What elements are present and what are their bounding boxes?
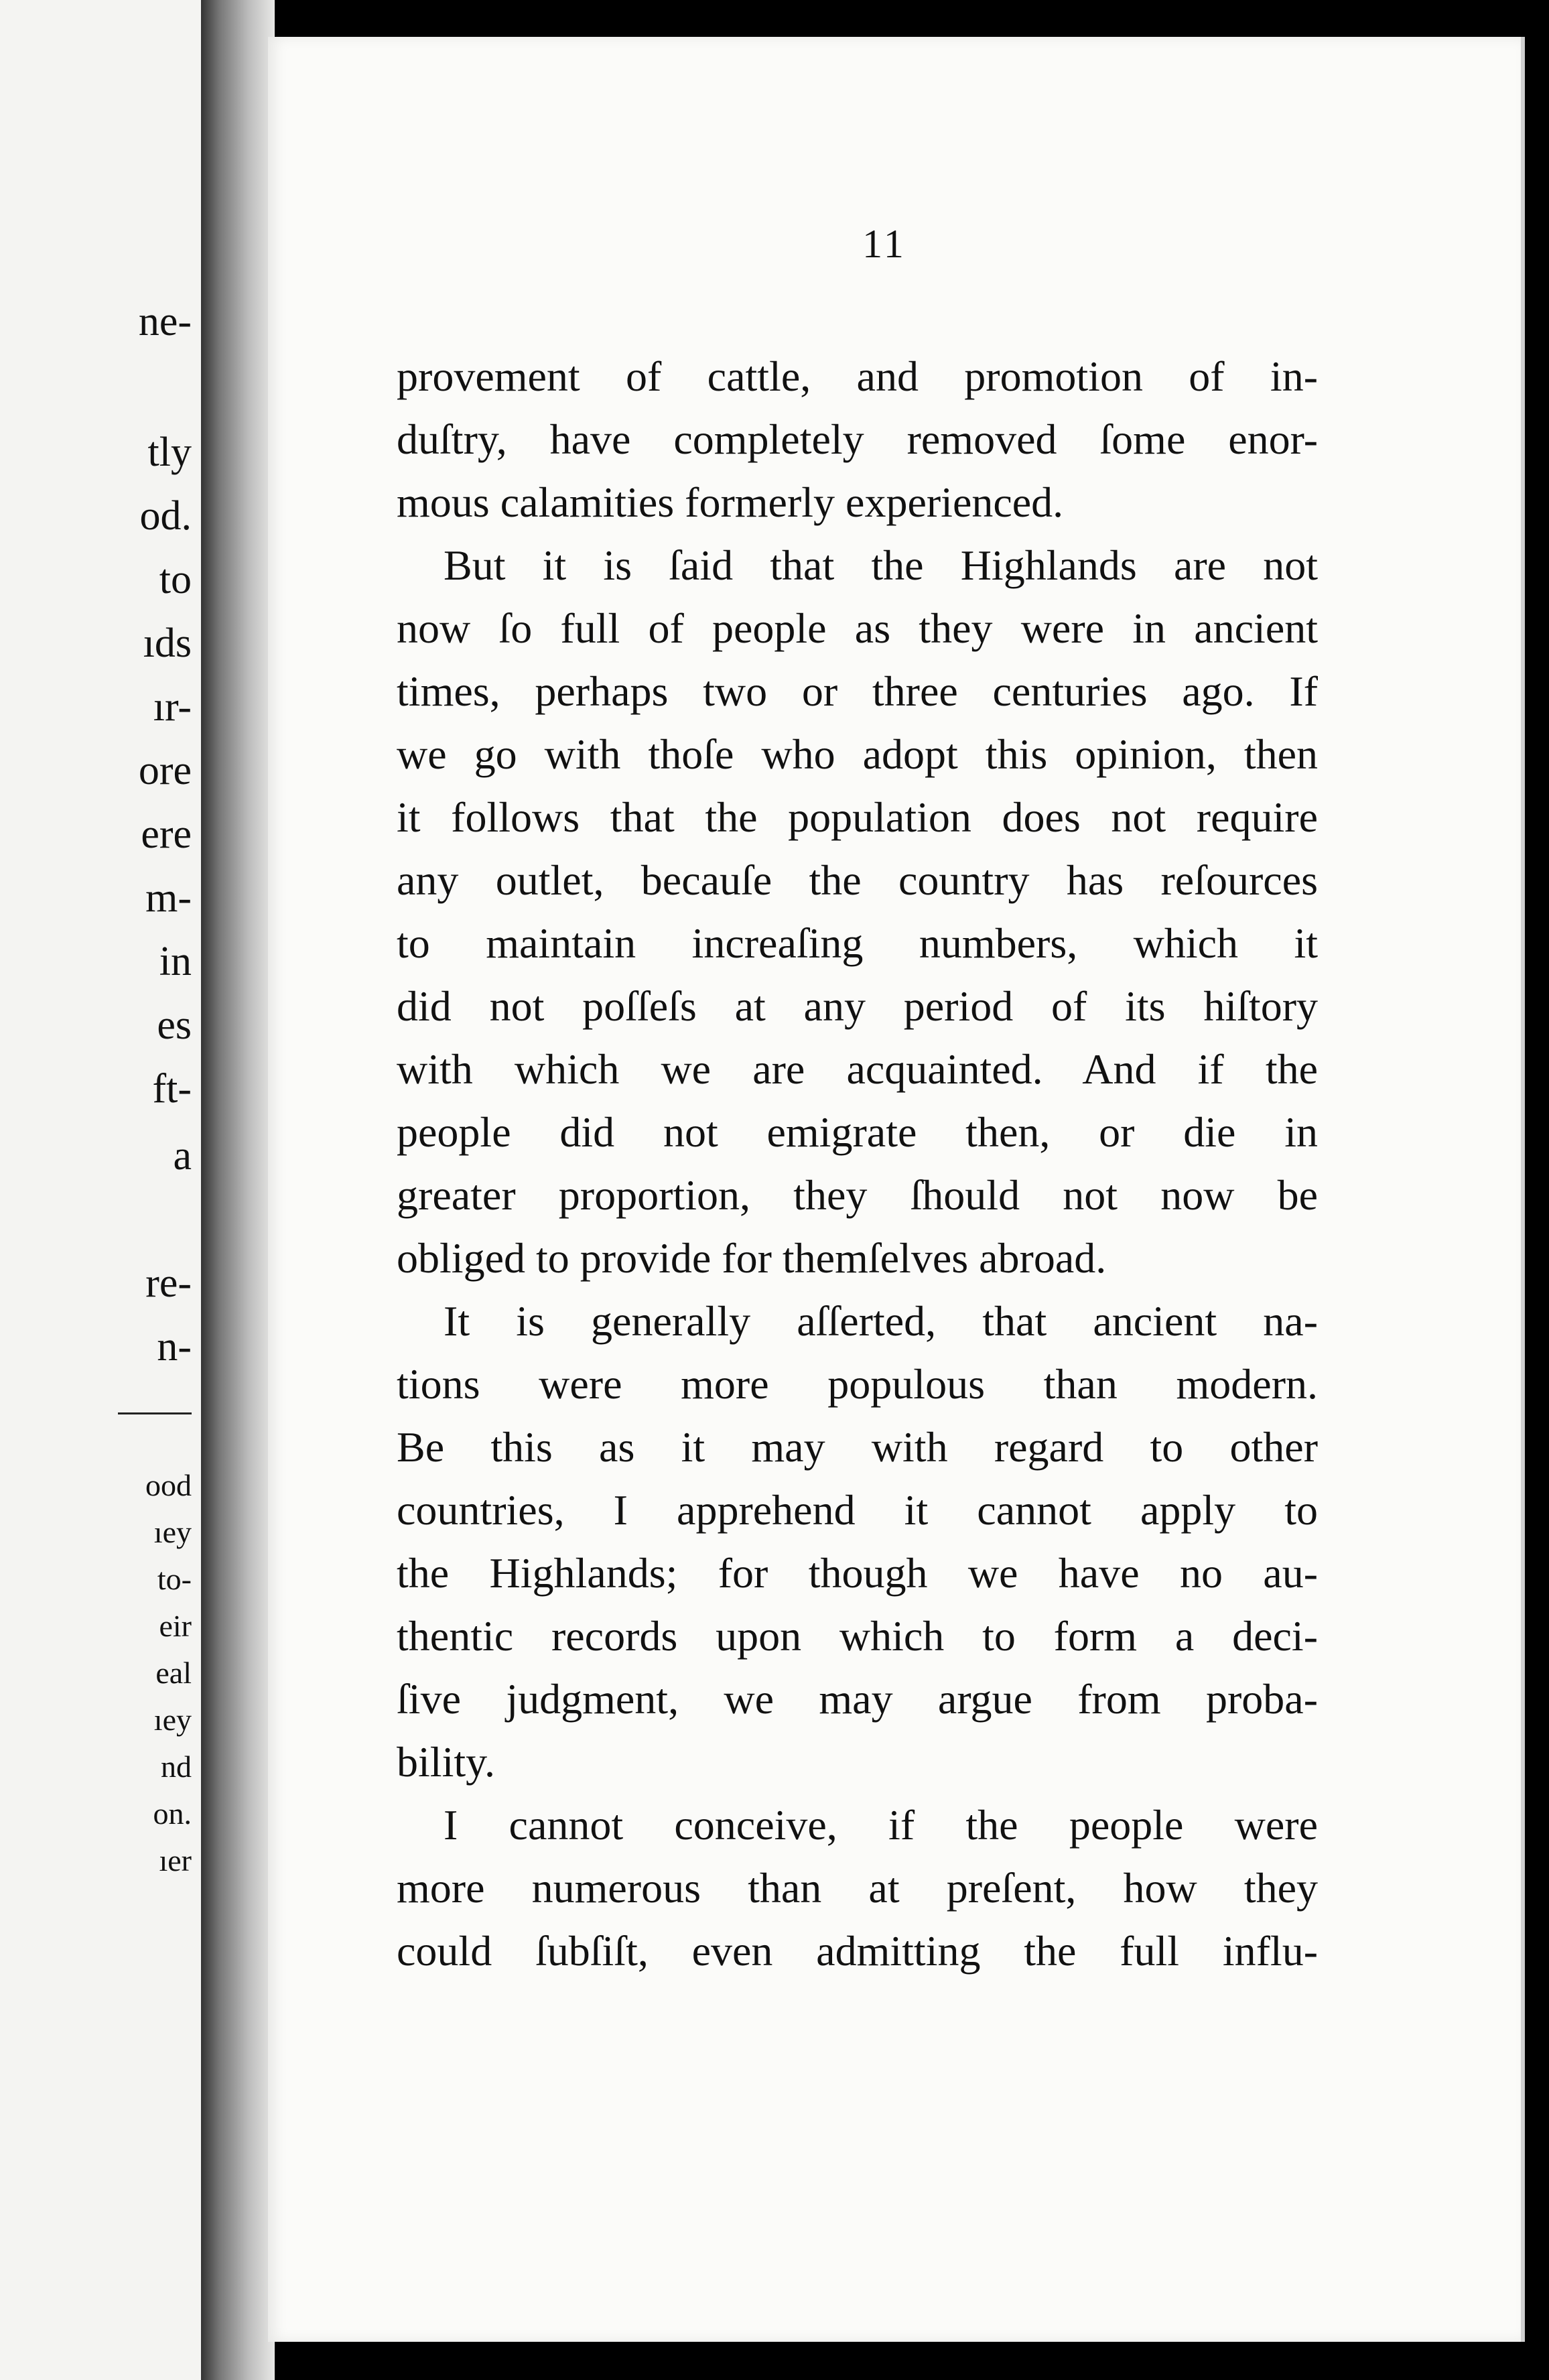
left-page-fragment: ıey	[153, 1515, 192, 1549]
left-page-fragment: tly	[147, 429, 192, 475]
left-page-edge	[0, 0, 201, 2380]
text-line: times, perhaps two or three centuries ago. If	[397, 667, 1318, 715]
left-page-fragment: eir	[159, 1609, 192, 1643]
text-line: we go with thoſe who adopt this opinion, then	[397, 730, 1318, 778]
left-page-fragment: ere	[141, 811, 192, 857]
left-page-fragment: ıer	[159, 1843, 192, 1877]
left-page-fragment: a	[173, 1133, 192, 1179]
left-page-fragment: nd	[161, 1749, 192, 1784]
text-line: people did not emigrate then, or die in	[397, 1108, 1318, 1156]
left-page-fragment: ne-	[138, 299, 192, 344]
text-line: it follows that the population does not require	[397, 793, 1318, 841]
book-gutter	[201, 0, 275, 2380]
left-page-fragment: es	[157, 1002, 192, 1048]
left-page-fragment: to-	[157, 1562, 192, 1596]
footnote-rule	[118, 1412, 192, 1414]
left-page-fragment: ıds	[143, 620, 192, 666]
text-line: more numerous than at preſent, how they	[397, 1864, 1318, 1912]
left-page-fragment: ıey	[153, 1703, 192, 1737]
text-line: any outlet, becauſe the country has reſources	[397, 856, 1318, 904]
text-line: did not poſſeſs at any period of its hiſtory	[397, 982, 1318, 1030]
left-page-fragment: ore	[138, 748, 192, 793]
text-line: Be this as it may with regard to other	[397, 1423, 1318, 1471]
text-line: I cannot conceive, if the people were	[444, 1801, 1318, 1849]
text-line: duſtry, have completely removed ſome enor-	[397, 415, 1318, 463]
text-line: could ſubſiſt, even admitting the full influ-	[397, 1927, 1318, 1975]
body-text	[397, 345, 1318, 1983]
left-page-fragment: m-	[145, 875, 192, 921]
book-page	[268, 37, 1525, 2342]
text-line: to maintain increaſing numbers, which it	[397, 919, 1318, 967]
left-page-fragment: to	[159, 557, 192, 602]
left-page-fragment: in	[159, 939, 192, 984]
left-page-fragment: ır-	[153, 684, 192, 730]
left-page-fragment: on.	[153, 1796, 192, 1831]
left-page-fragment: ft-	[152, 1066, 192, 1112]
left-page-fragment: eal	[155, 1656, 192, 1690]
text-line: with which we are acquainted. And if the	[397, 1045, 1318, 1093]
page-number: 11	[862, 222, 906, 266]
text-line: provement of cattle, and promotion of in-	[397, 352, 1318, 400]
text-line: But it is ſaid that the Highlands are not	[444, 541, 1318, 589]
text-line: bility.	[397, 1738, 495, 1786]
text-line: mous calamities formerly experienced.	[397, 478, 1064, 526]
text-line: thentic records upon which to form a deci-	[397, 1612, 1318, 1660]
text-line: greater proportion, they ſhould not now be	[397, 1171, 1318, 1219]
text-line: ſive judgment, we may argue from proba-	[397, 1675, 1318, 1723]
text-line: countries, I apprehend it cannot apply to	[397, 1486, 1318, 1534]
left-page-fragment: ood	[145, 1468, 192, 1502]
text-line: tions were more populous than modern.	[397, 1360, 1318, 1408]
left-page-fragment: n-	[157, 1324, 192, 1370]
left-page-fragment: od.	[139, 493, 192, 539]
left-page-fragment: re-	[145, 1260, 192, 1306]
text-line: It is generally aſſerted, that ancient na-	[444, 1297, 1318, 1345]
text-line: obliged to provide for themſelves abroad.	[397, 1234, 1107, 1282]
text-line: now ſo full of people as they were in ancient	[397, 604, 1318, 652]
text-line: the Highlands; for though we have no au-	[397, 1549, 1318, 1597]
